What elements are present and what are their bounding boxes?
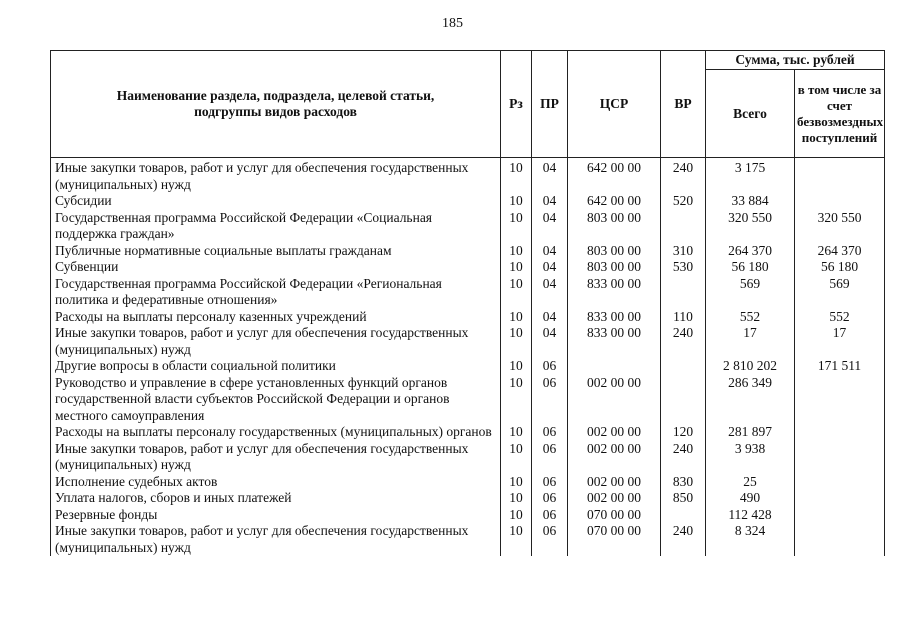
cell-gratuitous (795, 507, 885, 524)
cell-gratuitous (795, 523, 885, 556)
table-row (51, 474, 885, 491)
cell-csr: 002 00 00 (568, 490, 661, 507)
cell-gratuitous: 171 511 (795, 358, 885, 375)
cell-name: Субвенции (51, 259, 501, 276)
cell-name: Государственная программа Российской Федерации «Социальная поддержка граждан» (51, 210, 501, 243)
header-rz: Рз (501, 51, 532, 158)
cell-vr: 310 (661, 243, 706, 260)
cell-vr (661, 507, 706, 524)
table-row (51, 375, 885, 425)
budget-table (50, 50, 885, 556)
cell-total: 286 349 (706, 375, 795, 425)
cell-gratuitous: 320 550 (795, 210, 885, 243)
cell-pr: 06 (532, 375, 568, 425)
cell-csr: 002 00 00 (568, 441, 661, 474)
cell-gratuitous (795, 424, 885, 441)
cell-rz: 10 (501, 441, 532, 474)
table-body (51, 158, 885, 557)
header-sum: Сумма, тыс. рублей (706, 51, 885, 70)
cell-csr: 002 00 00 (568, 474, 661, 491)
cell-rz: 10 (501, 375, 532, 425)
cell-gratuitous (795, 375, 885, 425)
table-row (51, 210, 885, 243)
cell-vr: 110 (661, 309, 706, 326)
cell-pr: 06 (532, 358, 568, 375)
header-csr: ЦСР (568, 51, 661, 158)
cell-total: 3 175 (706, 158, 795, 194)
header-pr: ПР (532, 51, 568, 158)
cell-rz: 10 (501, 210, 532, 243)
cell-name: Иные закупки товаров, работ и услуг для обеспечения государственных (муниципальных) нужд (51, 523, 501, 556)
cell-gratuitous (795, 158, 885, 194)
table-row (51, 309, 885, 326)
header-total: Всего (706, 70, 795, 158)
cell-pr: 06 (532, 507, 568, 524)
cell-vr: 830 (661, 474, 706, 491)
cell-vr: 240 (661, 325, 706, 358)
cell-pr: 04 (532, 276, 568, 309)
cell-gratuitous: 17 (795, 325, 885, 358)
cell-name: Руководство и управление в сфере установленных функций органов государственной власти субъектов Российской Федерации и органов местного самоуправления (51, 375, 501, 425)
cell-csr: 833 00 00 (568, 309, 661, 326)
cell-name: Расходы на выплаты персоналу государственных (муниципальных) органов (51, 424, 501, 441)
table-row (51, 193, 885, 210)
table-row (51, 523, 885, 556)
cell-pr: 04 (532, 193, 568, 210)
cell-name: Другие вопросы в области социальной политики (51, 358, 501, 375)
table-row (51, 158, 885, 194)
table-row (51, 441, 885, 474)
cell-gratuitous: 569 (795, 276, 885, 309)
cell-gratuitous: 552 (795, 309, 885, 326)
cell-vr: 240 (661, 523, 706, 556)
cell-total: 33 884 (706, 193, 795, 210)
cell-csr: 070 00 00 (568, 523, 661, 556)
cell-total: 112 428 (706, 507, 795, 524)
cell-pr: 06 (532, 474, 568, 491)
header-vr: ВР (661, 51, 706, 158)
cell-name: Иные закупки товаров, работ и услуг для обеспечения государственных (муниципальных) нужд (51, 158, 501, 194)
cell-name: Субсидии (51, 193, 501, 210)
cell-vr: 850 (661, 490, 706, 507)
cell-csr: 070 00 00 (568, 507, 661, 524)
cell-csr: 002 00 00 (568, 375, 661, 425)
cell-gratuitous (795, 474, 885, 491)
cell-total: 25 (706, 474, 795, 491)
cell-total: 8 324 (706, 523, 795, 556)
cell-csr: 803 00 00 (568, 259, 661, 276)
cell-rz: 10 (501, 474, 532, 491)
cell-rz: 10 (501, 276, 532, 309)
table-row (51, 490, 885, 507)
cell-total: 490 (706, 490, 795, 507)
cell-total: 17 (706, 325, 795, 358)
cell-csr: 002 00 00 (568, 424, 661, 441)
cell-pr: 06 (532, 441, 568, 474)
cell-name: Уплата налогов, сборов и иных платежей (51, 490, 501, 507)
cell-gratuitous (795, 441, 885, 474)
cell-rz: 10 (501, 193, 532, 210)
cell-pr: 04 (532, 309, 568, 326)
cell-pr: 06 (532, 523, 568, 556)
cell-csr: 833 00 00 (568, 325, 661, 358)
cell-vr: 240 (661, 158, 706, 194)
cell-pr: 06 (532, 424, 568, 441)
cell-pr: 04 (532, 259, 568, 276)
cell-vr (661, 358, 706, 375)
cell-name: Иные закупки товаров, работ и услуг для обеспечения государственных (муниципальных) нужд (51, 441, 501, 474)
cell-name: Государственная программа Российской Федерации «Региональная политика и федеративные отношения» (51, 276, 501, 309)
table-row (51, 259, 885, 276)
cell-csr: 642 00 00 (568, 193, 661, 210)
header-gratuitous: в том числе за счет безвозмездных поступлений (795, 70, 885, 158)
cell-total: 264 370 (706, 243, 795, 260)
cell-vr: 120 (661, 424, 706, 441)
cell-pr: 04 (532, 210, 568, 243)
cell-name: Исполнение судебных актов (51, 474, 501, 491)
cell-total: 3 938 (706, 441, 795, 474)
table-row (51, 424, 885, 441)
cell-rz: 10 (501, 358, 532, 375)
table-row (51, 243, 885, 260)
cell-gratuitous (795, 193, 885, 210)
table-header (51, 51, 885, 158)
cell-rz: 10 (501, 507, 532, 524)
cell-pr: 06 (532, 490, 568, 507)
cell-rz: 10 (501, 424, 532, 441)
header-name: Наименование раздела, подраздела, целевой статьи, подгруппы видов расходов (51, 51, 501, 158)
cell-rz: 10 (501, 309, 532, 326)
cell-total: 56 180 (706, 259, 795, 276)
cell-pr: 04 (532, 325, 568, 358)
cell-rz: 10 (501, 523, 532, 556)
page-number: 185 (442, 16, 463, 31)
cell-name: Расходы на выплаты персоналу казенных учреждений (51, 309, 501, 326)
cell-rz: 10 (501, 158, 532, 194)
cell-name: Публичные нормативные социальные выплаты гражданам (51, 243, 501, 260)
cell-total: 320 550 (706, 210, 795, 243)
cell-total: 552 (706, 309, 795, 326)
cell-gratuitous: 56 180 (795, 259, 885, 276)
cell-vr: 520 (661, 193, 706, 210)
table-row (51, 276, 885, 309)
cell-csr (568, 358, 661, 375)
cell-rz: 10 (501, 490, 532, 507)
cell-csr: 803 00 00 (568, 243, 661, 260)
cell-total: 2 810 202 (706, 358, 795, 375)
cell-csr: 833 00 00 (568, 276, 661, 309)
cell-gratuitous: 264 370 (795, 243, 885, 260)
cell-vr (661, 276, 706, 309)
cell-total: 281 897 (706, 424, 795, 441)
cell-vr (661, 375, 706, 425)
cell-vr: 240 (661, 441, 706, 474)
cell-name: Иные закупки товаров, работ и услуг для обеспечения государственных (муниципальных) нужд (51, 325, 501, 358)
table-row (51, 507, 885, 524)
cell-pr: 04 (532, 243, 568, 260)
table-row (51, 325, 885, 358)
cell-rz: 10 (501, 259, 532, 276)
table-row (51, 358, 885, 375)
cell-pr: 04 (532, 158, 568, 194)
cell-name: Резервные фонды (51, 507, 501, 524)
cell-csr: 803 00 00 (568, 210, 661, 243)
cell-csr: 642 00 00 (568, 158, 661, 194)
cell-total: 569 (706, 276, 795, 309)
cell-gratuitous (795, 490, 885, 507)
cell-rz: 10 (501, 325, 532, 358)
cell-vr: 530 (661, 259, 706, 276)
cell-rz: 10 (501, 243, 532, 260)
cell-vr (661, 210, 706, 243)
